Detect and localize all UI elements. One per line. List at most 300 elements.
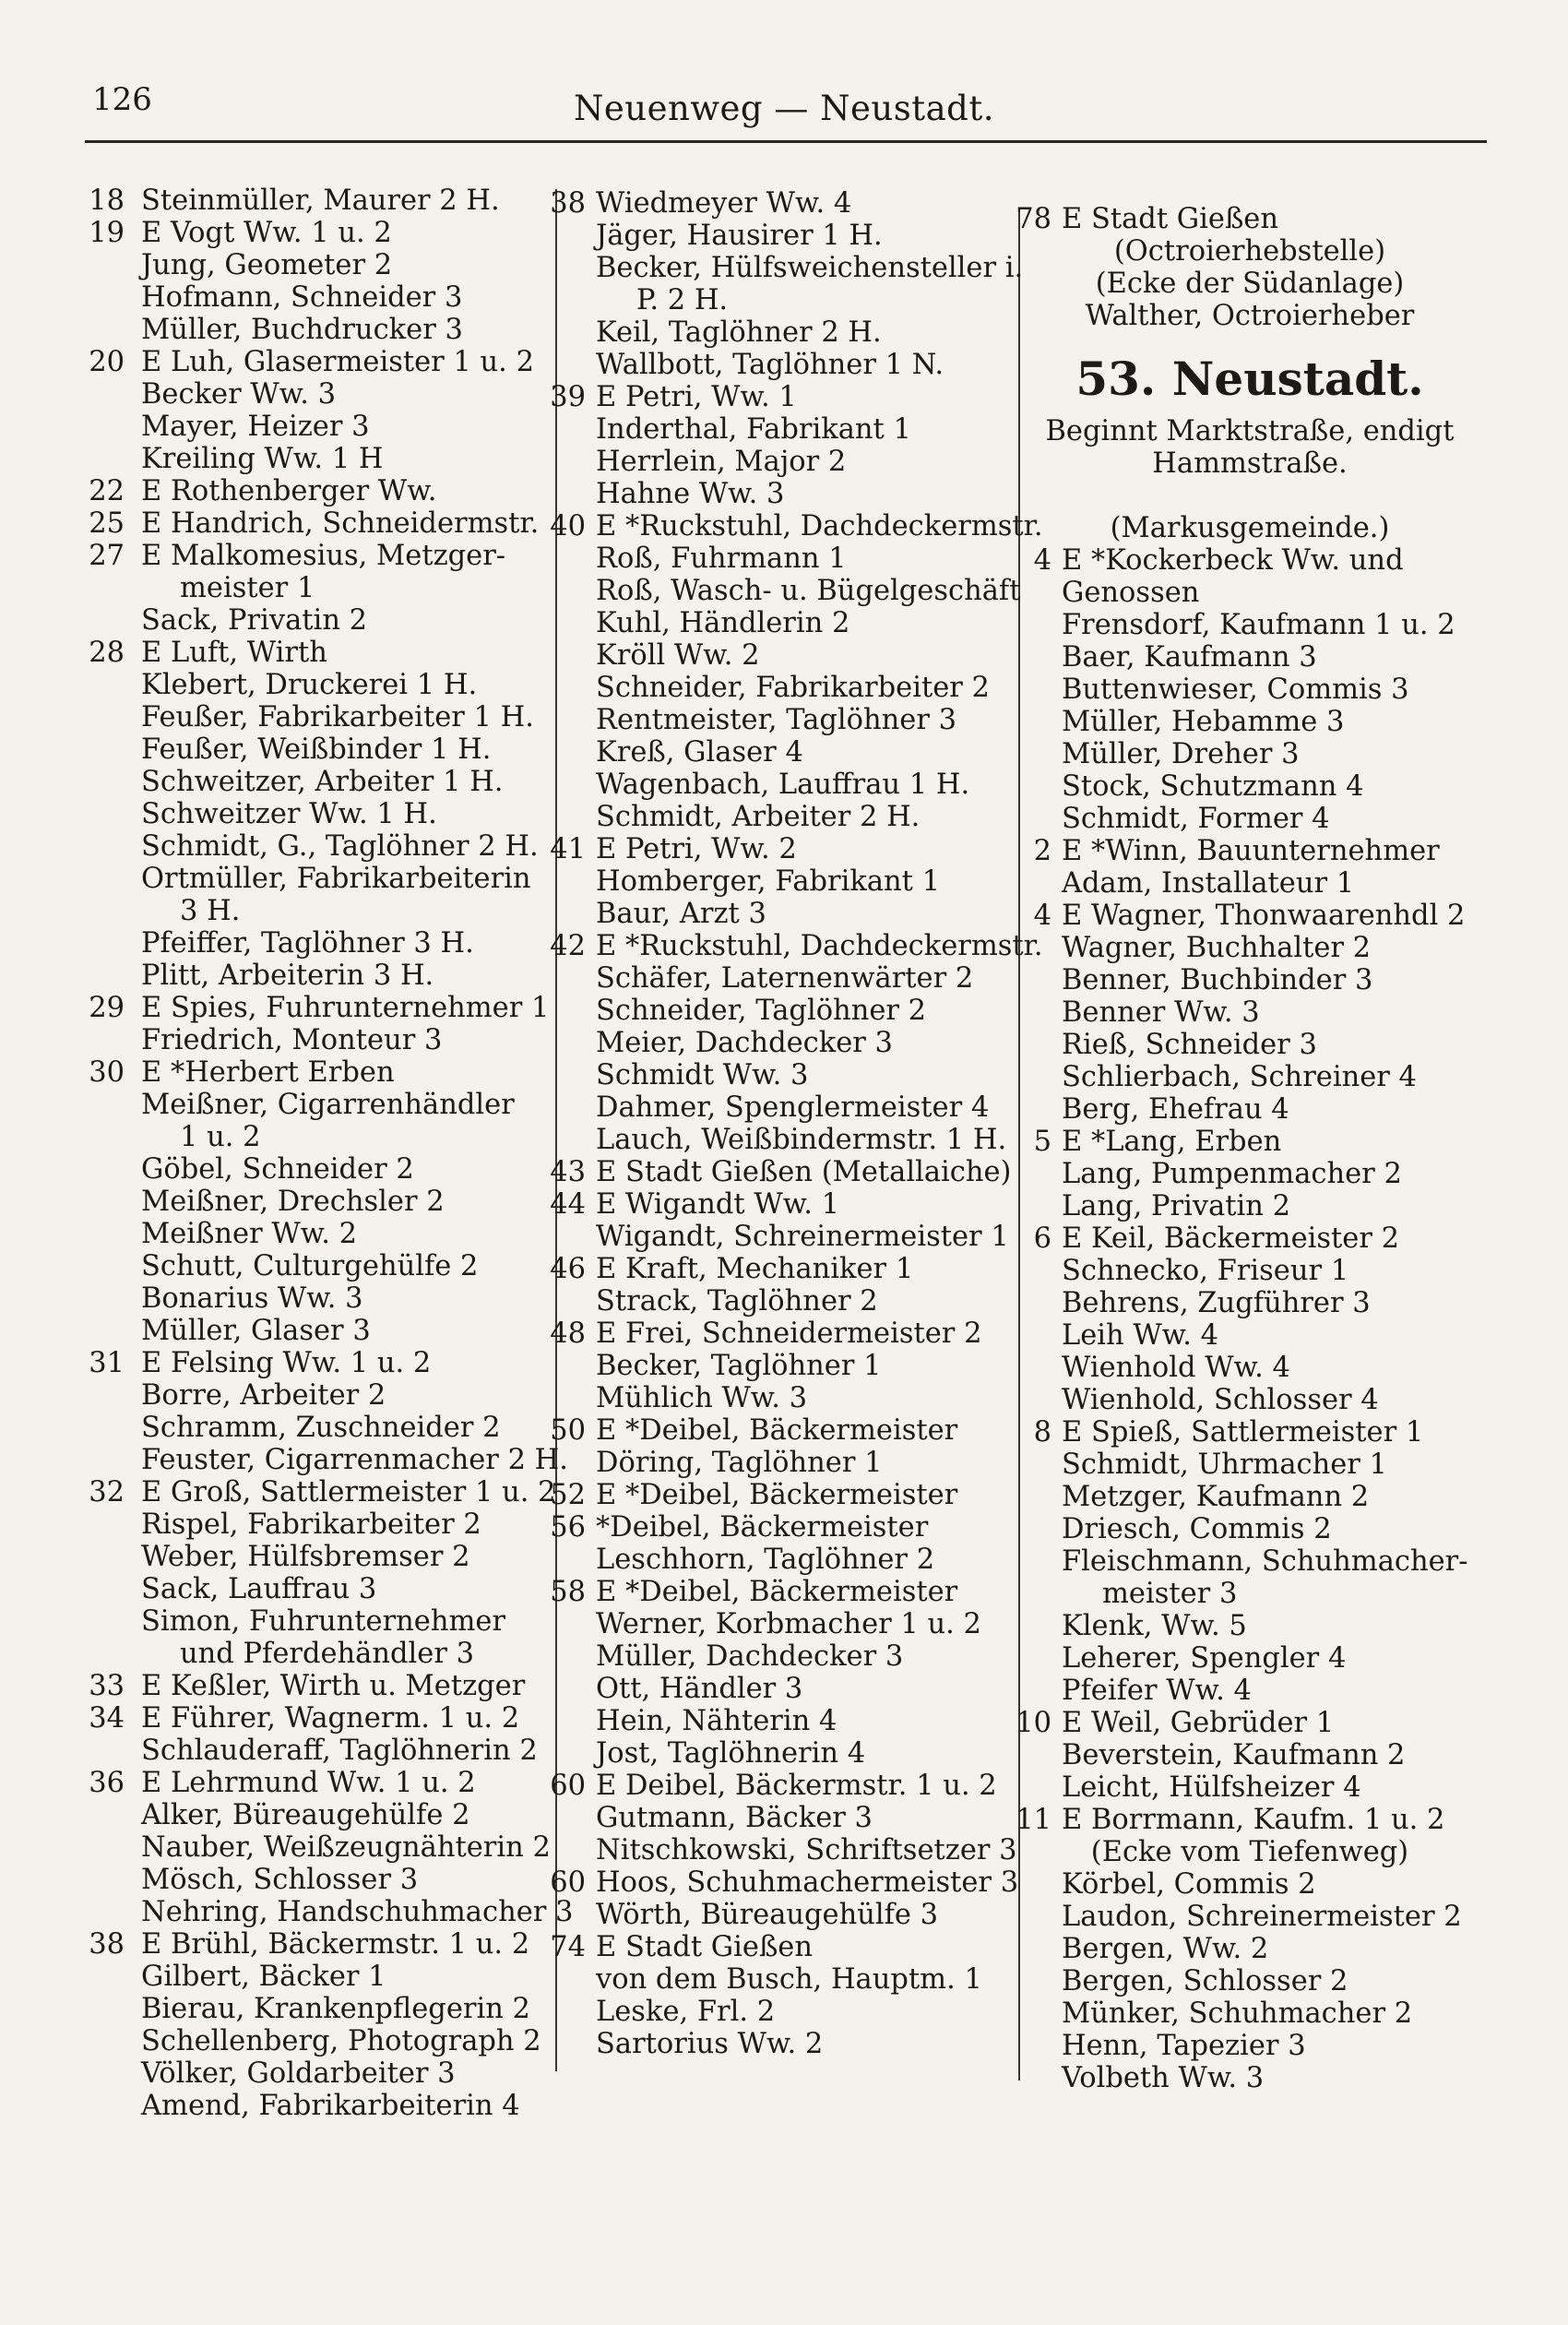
directory-entry (78, 378, 544, 411)
resident-text: Genossen (1062, 577, 1200, 609)
resident-text: E Wagner, Thonwaarenhdl 2 (1062, 900, 1466, 932)
directory-entry (544, 1511, 1010, 1544)
resident-text: Müller, Dreher 3 (1062, 738, 1300, 770)
resident-text: Jung, Geometer 2 (141, 249, 393, 281)
directory-entry (78, 927, 544, 960)
resident-text: Keil, Taglöhner 2 H. (596, 316, 882, 349)
directory-entry (544, 1544, 1010, 1576)
directory-entry (544, 1802, 1010, 1834)
directory-entry (78, 2025, 544, 2057)
resident-text: Weber, Hülfsbremser 2 (141, 1541, 470, 1573)
directory-entry (544, 1059, 1010, 1091)
directory-entry (78, 830, 544, 863)
resident-text: Borre, Arbeiter 2 (141, 1379, 386, 1412)
resident-text: Nauber, Weißzeugnähterin 2 (141, 1831, 551, 1864)
directory-entry (544, 898, 1010, 930)
resident-text: E Borrmann, Kaufm. 1 u. 2 (1062, 1804, 1445, 1836)
resident-text: Müller, Dachdecker 3 (596, 1640, 904, 1673)
directory-entry (544, 1673, 1010, 1705)
directory-entry (1010, 1836, 1490, 1868)
resident-text: E *Deibel, Bäckermeister (596, 1414, 958, 1447)
house-number: 60 (550, 1770, 586, 1802)
column-right (1010, 203, 1490, 2094)
resident-text: Ott, Händler 3 (596, 1673, 803, 1705)
resident-text: Meißner Ww. 2 (141, 1218, 358, 1250)
resident-text: Becker Ww. 3 (141, 378, 336, 411)
resident-text: Kreiling Ww. 1 H (141, 443, 384, 475)
directory-entry (1010, 770, 1490, 803)
resident-text: Schramm, Zuschneider 2 (141, 1412, 501, 1444)
resident-text: Nitschkowski, Schriftsetzer 3 (596, 1834, 1017, 1866)
resident-text: E Rothenberger Ww. (141, 475, 437, 507)
resident-text: Gutmann, Bäcker 3 (596, 1802, 873, 1834)
resident-text: Schmidt Ww. 3 (596, 1059, 809, 1091)
resident-text: Hammstraße. (1152, 447, 1348, 480)
resident-text: E Keßler, Wirth u. Metzger (141, 1670, 526, 1702)
resident-text: E Vogt Ww. 1 u. 2 (141, 217, 392, 249)
resident-text: Hein, Nähterin 4 (596, 1705, 837, 1737)
directory-entry (544, 1834, 1017, 1866)
directory-entry (1010, 268, 1490, 300)
directory-entry (1010, 1481, 1490, 1513)
resident-text: und Pferdehändler 3 (180, 1638, 474, 1670)
resident-text: Schweitzer, Arbeiter 1 H. (141, 766, 504, 798)
resident-text: Rispel, Fabrikarbeiter 2 (141, 1508, 481, 1541)
directory-entry (544, 575, 1021, 607)
house-number: 33 (89, 1670, 125, 1702)
resident-text: Münker, Schuhmacher 2 (1062, 1997, 1413, 2030)
directory-entry (544, 1027, 1010, 1059)
house-number: 27 (89, 540, 125, 572)
resident-text: E *Herbert Erben (141, 1056, 395, 1089)
resident-text: Müller, Glaser 3 (141, 1315, 371, 1347)
resident-text: Jost, Taglöhnerin 4 (596, 1737, 866, 1770)
resident-text: Amend, Fabrikarbeiterin 4 (141, 2090, 520, 2122)
running-head: Neuenweg — Neustadt. (574, 89, 994, 128)
resident-text: Meißner, Cigarrenhändler (141, 1089, 515, 1121)
house-number: 38 (550, 187, 586, 220)
directory-entry (78, 1412, 544, 1444)
resident-text: E Führer, Wagnerm. 1 u. 2 (141, 1702, 520, 1735)
directory-entry (1010, 1222, 1490, 1255)
resident-text: E Malkomesius, Metzger- (141, 540, 506, 572)
resident-text: E Luft, Wirth (141, 637, 327, 669)
resident-text: Meier, Dachdecker 3 (596, 1027, 893, 1059)
directory-entry (1010, 1158, 1490, 1190)
directory-entry (544, 1866, 1019, 1899)
directory-entry (544, 187, 1010, 220)
directory-entry (544, 930, 1043, 962)
resident-text: Dahmer, Spenglermeister 4 (596, 1091, 990, 1124)
resident-text: Schneider, Fabrikarbeiter 2 (596, 672, 990, 704)
resident-text: Leschhorn, Taglöhner 2 (596, 1544, 935, 1576)
resident-text: Schlierbach, Schreiner 4 (1062, 1061, 1417, 1093)
resident-text: E Brühl, Bäckermstr. 1 u. 2 (141, 1928, 530, 1961)
directory-entry (544, 1737, 1010, 1770)
resident-text: Feuster, Cigarrenmacher 2 H. (141, 1444, 568, 1476)
directory-entry (78, 1250, 544, 1282)
resident-text: Ortmüller, Fabrikarbeiterin (141, 863, 531, 895)
directory-entry (544, 1931, 1010, 1963)
resident-text: Buttenwieser, Commis 3 (1062, 674, 1409, 706)
resident-text: (Ecke vom Tiefenweg) (1090, 1836, 1409, 1868)
resident-text: E Kraft, Mechaniker 1 (596, 1253, 914, 1285)
directory-entry (78, 1993, 544, 2025)
resident-text: Metzger, Kaufmann 2 (1062, 1481, 1370, 1513)
directory-entry (544, 672, 1010, 704)
resident-text: Feußer, Weißbinder 1 H. (141, 733, 492, 766)
directory-entry (544, 252, 1024, 284)
directory-entry (544, 865, 1010, 898)
resident-text: Schutt, Culturgehülfe 2 (141, 1250, 479, 1282)
directory-entry (544, 446, 1010, 478)
directory-entry (1010, 641, 1490, 674)
directory-entry (1010, 1965, 1490, 1997)
resident-text: Strack, Taglöhner 2 (596, 1285, 878, 1318)
directory-entry (544, 1899, 1010, 1931)
directory-entry (78, 895, 544, 927)
resident-text: Wallbott, Taglöhner 1 N. (596, 349, 944, 381)
directory-entry (1010, 1190, 1490, 1222)
directory-entry (544, 1479, 1010, 1511)
directory-entry (78, 2090, 544, 2122)
directory-entry (78, 1864, 544, 1896)
resident-text: E *Lang, Erben (1062, 1126, 1282, 1158)
directory-entry (544, 1285, 1010, 1318)
resident-text: Bierau, Krankenpflegerin 2 (141, 1993, 530, 2025)
resident-text: Wiedmeyer Ww. 4 (596, 187, 852, 220)
resident-text: Lang, Privatin 2 (1062, 1190, 1291, 1222)
resident-text: Pfeiffer, Taglöhner 3 H. (141, 927, 474, 960)
directory-entry (1010, 1642, 1490, 1675)
resident-text: Beginnt Marktstraße, endigt (1045, 415, 1455, 447)
house-number: 34 (89, 1702, 125, 1735)
resident-text: Klenk, Ww. 5 (1062, 1610, 1247, 1642)
directory-entry (1010, 932, 1490, 964)
house-number: 18 (89, 185, 125, 217)
resident-text: von dem Busch, Hauptm. 1 (596, 1963, 982, 1996)
resident-text: Schmidt, G., Taglöhner 2 H. (141, 830, 539, 863)
directory-entry (1010, 964, 1490, 996)
directory-entry (78, 572, 544, 604)
house-number: 46 (550, 1253, 586, 1285)
directory-entry (78, 217, 544, 249)
directory-entry (1010, 900, 1490, 932)
directory-entry (1010, 1029, 1490, 1061)
directory-entry (78, 669, 544, 701)
house-number: 74 (550, 1931, 586, 1963)
resident-text: Müller, Buchdrucker 3 (141, 314, 463, 346)
resident-text: Pfeifer Ww. 4 (1062, 1675, 1252, 1707)
resident-text: Baer, Kaufmann 3 (1062, 641, 1317, 674)
directory-entry (1010, 1513, 1490, 1545)
house-number: 32 (89, 1476, 125, 1508)
resident-text: Leherer, Spengler 4 (1062, 1642, 1347, 1675)
resident-text: Wigandt, Schreinermeister 1 (596, 1221, 1009, 1253)
resident-text: Kröll Ww. 2 (596, 639, 760, 672)
resident-text: Wagner, Buchhalter 2 (1062, 932, 1372, 964)
resident-text: E Stadt Gießen (596, 1931, 814, 1963)
resident-text: Walther, Octroierheber (1085, 300, 1415, 332)
resident-text: 1 u. 2 (180, 1121, 261, 1153)
directory-entry (544, 639, 1010, 672)
resident-text: Leicht, Hülfsheizer 4 (1062, 1771, 1361, 1804)
resident-text: 3 H. (180, 895, 241, 927)
resident-text: (Ecke der Südanlage) (1095, 268, 1405, 300)
directory-entry (78, 540, 544, 572)
resident-text: E Stadt Gießen (Metallaiche) (596, 1156, 1012, 1188)
directory-entry (78, 1024, 544, 1056)
house-number: 19 (89, 217, 125, 249)
directory-entry (544, 1350, 1010, 1382)
directory-entry (544, 704, 1010, 736)
house-number: 4 (1033, 900, 1051, 932)
directory-entry (78, 1056, 544, 1089)
resident-text: Müller, Hebamme 3 (1062, 706, 1345, 738)
directory-entry (544, 1124, 1010, 1156)
directory-entry (544, 1414, 1010, 1447)
resident-text: E Spieß, Sattlermeister 1 (1062, 1416, 1424, 1449)
resident-text: Baur, Arzt 3 (596, 898, 766, 930)
resident-text: Rentmeister, Taglöhner 3 (596, 704, 957, 736)
resident-text: Mayer, Heizer 3 (141, 411, 370, 443)
directory-entry (78, 1670, 544, 1702)
directory-entry (78, 604, 544, 637)
resident-text: meister 3 (1102, 1578, 1238, 1610)
resident-text: Werner, Korbmacher 1 u. 2 (596, 1608, 981, 1640)
directory-entry (544, 1705, 1010, 1737)
directory-entry (78, 314, 544, 346)
directory-entry (544, 542, 1010, 575)
directory-entry (1010, 1610, 1490, 1642)
resident-text: Meißner, Drechsler 2 (141, 1186, 445, 1218)
resident-text: Schweitzer Ww. 1 H. (141, 798, 437, 830)
directory-entry (1010, 1416, 1490, 1449)
directory-entry (78, 2057, 544, 2090)
resident-text: Herrlein, Major 2 (596, 446, 847, 478)
directory-entry (1010, 996, 1490, 1029)
directory-entry (1010, 1093, 1490, 1126)
resident-text: E Groß, Sattlermeister 1 u. 2 (141, 1476, 556, 1508)
resident-text: Stock, Schutzmann 4 (1062, 770, 1364, 803)
resident-text: Simon, Fuhrunternehmer (141, 1605, 506, 1638)
directory-entry (544, 833, 1010, 865)
directory-entry (544, 769, 1010, 801)
resident-text: Schmidt, Former 4 (1062, 803, 1330, 835)
directory-entry (1010, 1449, 1490, 1481)
directory-entry (78, 507, 544, 540)
directory-entry (544, 316, 1010, 349)
resident-text: Benner, Buchbinder 3 (1062, 964, 1373, 996)
resident-text: Mösch, Schlosser 3 (141, 1864, 419, 1896)
directory-entry (78, 1508, 544, 1541)
directory-entry (544, 381, 1010, 413)
resident-text: Schmidt, Arbeiter 2 H. (596, 801, 921, 833)
directory-entry (1010, 1255, 1490, 1287)
directory-entry (1010, 1061, 1490, 1093)
directory-entry (1010, 1771, 1490, 1804)
directory-entry (544, 1188, 1010, 1221)
resident-text: Plitt, Arbeiterin 3 H. (141, 960, 434, 992)
resident-text: Bergen, Ww. 2 (1062, 1933, 1269, 1965)
directory-entry (78, 1315, 544, 1347)
directory-entry (1010, 1319, 1490, 1352)
resident-text: Schneider, Taglöhner 2 (596, 995, 927, 1027)
directory-entry (544, 220, 1010, 252)
directory-entry (78, 637, 544, 669)
directory-entry (78, 960, 544, 992)
house-number: 25 (89, 507, 125, 540)
resident-text: Wienhold Ww. 4 (1062, 1352, 1290, 1384)
directory-entry (544, 1382, 1010, 1414)
directory-entry (1010, 609, 1490, 641)
resident-text: Alker, Büreaugehülfe 2 (141, 1799, 470, 1831)
house-number: 38 (89, 1928, 125, 1961)
house-number: 52 (550, 1479, 586, 1511)
directory-entry (544, 2028, 1010, 2060)
resident-text: Nehring, Handschuhmacher 3 (141, 1896, 574, 1928)
resident-text: Bonarius Ww. 3 (141, 1282, 363, 1315)
directory-entry (544, 413, 1010, 446)
directory-entry (1010, 1901, 1490, 1933)
resident-text: Kuhl, Händlerin 2 (596, 607, 850, 639)
directory-entry (544, 1253, 1010, 1285)
resident-text: P. 2 H. (636, 284, 729, 316)
resident-text: E Deibel, Bäckermstr. 1 u. 2 (596, 1770, 997, 1802)
directory-entry (78, 1347, 544, 1379)
house-number: 48 (550, 1318, 586, 1350)
resident-text: Inderthal, Fabrikant 1 (596, 413, 911, 446)
house-number: 2 (1033, 835, 1051, 867)
resident-text: Roß, Fuhrmann 1 (596, 542, 847, 575)
resident-text: Sack, Lauffrau 3 (141, 1573, 377, 1605)
house-number: 5 (1033, 1126, 1051, 1158)
directory-entry (78, 1282, 544, 1315)
directory-entry (544, 510, 1043, 542)
resident-text: E Handrich, Schneidermstr. (141, 507, 540, 540)
directory-entry (1010, 867, 1490, 900)
resident-text: Mühlich Ww. 3 (596, 1382, 808, 1414)
directory-entry (78, 185, 544, 217)
directory-entry (544, 1963, 1010, 1996)
resident-text: E *Kockerbeck Ww. und (1062, 544, 1404, 577)
directory-entry (1010, 1997, 1490, 2030)
resident-text: Beverstein, Kaufmann 2 (1062, 1739, 1406, 1771)
house-number: 31 (89, 1347, 125, 1379)
resident-text: Wienhold, Schlosser 4 (1062, 1384, 1379, 1416)
resident-text: E Petri, Ww. 1 (596, 381, 797, 413)
house-number: 50 (550, 1414, 586, 1447)
directory-entry (78, 1831, 551, 1864)
directory-entry (544, 801, 1010, 833)
resident-text: *Deibel, Bäckermeister (596, 1511, 929, 1544)
resident-text: Schellenberg, Photograph 2 (141, 2025, 541, 2057)
directory-entry (78, 346, 544, 378)
directory-entry (544, 284, 1010, 316)
directory-entry (78, 1961, 544, 1993)
directory-entry (544, 1770, 1010, 1802)
directory-entry (78, 411, 544, 443)
directory-entry (78, 1476, 556, 1508)
directory-entry (78, 475, 544, 507)
resident-text: Volbeth Ww. 3 (1062, 2062, 1265, 2094)
resident-text: E Weil, Gebrüder 1 (1062, 1707, 1335, 1739)
directory-entry (544, 962, 1010, 995)
resident-text: Becker, Hülfsweichensteller i. (596, 252, 1024, 284)
resident-text: E *Winn, Bauunternehmer (1062, 835, 1440, 867)
house-number: 58 (550, 1576, 586, 1608)
directory-entry (78, 1638, 544, 1670)
directory-entry (1010, 1739, 1490, 1771)
house-number: 36 (89, 1767, 125, 1799)
directory-entry (544, 1221, 1010, 1253)
directory-entry (544, 1608, 1010, 1640)
resident-text: E Frei, Schneidermeister 2 (596, 1318, 982, 1350)
house-number: 43 (550, 1156, 586, 1188)
resident-text: Leske, Frl. 2 (596, 1996, 776, 2028)
resident-text: Hahne Ww. 3 (596, 478, 785, 510)
resident-text: Völker, Goldarbeiter 3 (141, 2057, 456, 2090)
resident-text: (Markusgemeinde.) (1110, 512, 1390, 544)
resident-text: Göbel, Schneider 2 (141, 1153, 414, 1186)
resident-text: Benner Ww. 3 (1062, 996, 1260, 1029)
house-number: 42 (550, 930, 586, 962)
directory-entry (78, 1186, 544, 1218)
resident-text: E Lehrmund Ww. 1 u. 2 (141, 1767, 476, 1799)
resident-text: E *Ruckstuhl, Dachdeckermstr. (596, 510, 1043, 542)
spacer (1010, 480, 1490, 512)
house-number: 11 (1016, 1804, 1051, 1836)
resident-text: Lauch, Weißbindermstr. 1 H. (596, 1124, 1007, 1156)
resident-text: Frensdorf, Kaufmann 1 u. 2 (1062, 609, 1455, 641)
house-number: 10 (1016, 1707, 1051, 1739)
directory-entry (78, 1767, 544, 1799)
directory-entry (1010, 2062, 1490, 2094)
house-number: 39 (550, 381, 586, 413)
directory-entry (1010, 415, 1490, 447)
directory-entry (78, 1218, 544, 1250)
directory-entry (1010, 1675, 1490, 1707)
directory-entry (1010, 2030, 1490, 2062)
resident-text: Fleischmann, Schuhmacher- (1062, 1545, 1468, 1578)
resident-text: E Wigandt Ww. 1 (596, 1188, 839, 1221)
directory-entry (78, 443, 544, 475)
directory-entry (1010, 1545, 1490, 1578)
house-number: 22 (89, 475, 125, 507)
directory-entry (544, 478, 1010, 510)
directory-entry (78, 1541, 544, 1573)
directory-entry (1010, 1804, 1490, 1836)
directory-entry (78, 733, 544, 766)
resident-text: Körbel, Commis 2 (1062, 1868, 1316, 1901)
directory-entry (1010, 738, 1490, 770)
directory-entry (1010, 1352, 1490, 1384)
house-number: 30 (89, 1056, 125, 1089)
house-number: 60 (550, 1866, 586, 1899)
directory-entry (1010, 1933, 1490, 1965)
directory-entry (1010, 1384, 1490, 1416)
directory-entry (1010, 835, 1490, 867)
resident-text: Döring, Taglöhner 1 (596, 1447, 883, 1479)
resident-text: E Spies, Fuhrunternehmer 1 (141, 992, 550, 1024)
directory-entry (1010, 512, 1490, 544)
house-number: 29 (89, 992, 125, 1024)
directory-entry (544, 736, 1010, 769)
house-number: 4 (1033, 544, 1051, 577)
directory-entry (78, 1702, 544, 1735)
house-number: 78 (1016, 203, 1051, 235)
resident-text: Laudon, Schreinermeister 2 (1062, 1901, 1462, 1933)
